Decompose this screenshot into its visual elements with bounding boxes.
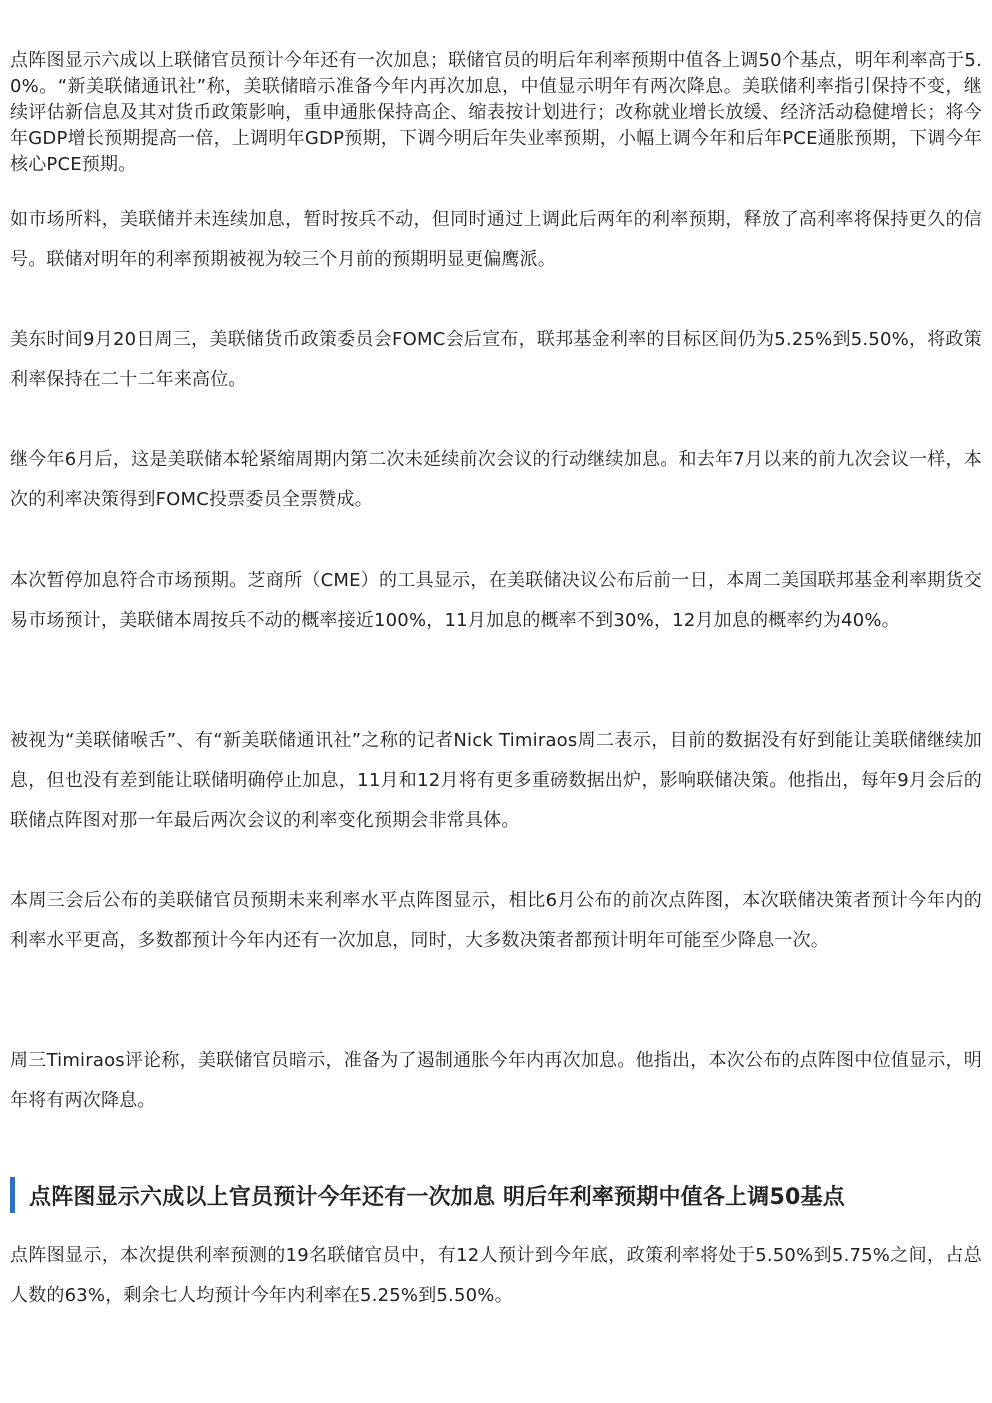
section-heading: [10, 1177, 982, 1213]
body-paragraph: 如市场所料，美联储并未连续加息，暂时按兵不动，但同时通过上调此后两年的利率预期，释放了高利率将保持更久的信号。联储对明年的利率预期被视为较三个月前的预期明显更偏鹰派。: [10, 209, 982, 270]
section-heading-text: 点阵图显示六成以上官员预计今年还有一次加息 明后年利率预期中值各上调50基点: [29, 1184, 845, 1210]
body-paragraph: 继今年6月后，这是美联储本轮紧缩周期内第二次未延续前次会议的行动继续加息。和去年7月以来的前九次会议一样，本次的利率决策得到FOMC投票委员全票赞成。: [10, 449, 982, 510]
body-paragraph: 美东时间9月20日周三，美联储货币政策委员会FOMC会后宣布，联邦基金利率的目标区间仍为5.25%到5.50%，将政策利率保持在二十二年来高位。: [10, 329, 982, 390]
heading-accent-bar: [10, 1177, 15, 1213]
body-paragraph: 被视为“美联储喉舌”、有“新美联储通讯社”之称的记者Nick Timiraos周二表示，目前的数据没有好到能让美联储继续加息，但也没有差到能让联储明确停止加息，11月和12月将有更多重磅数据出炉，影响联储决策。他指出，每年9月会后的联储点阵图对那一年最后两次会议的利率变化预期会非常具体。: [10, 730, 982, 831]
body-paragraph: 周三Timiraos评论称，美联储官员暗示，准备为了遏制通胀今年内再次加息。他指出，本次公布的点阵图中位值显示，明年将有两次降息。: [10, 1050, 982, 1111]
body-paragraph: 本次暂停加息符合市场预期。芝商所（CME）的工具显示，在美联储决议公布后前一日，本周二美国联邦基金利率期货交易市场预计，美联储本周按兵不动的概率接近100%，11月加息的概率不到30%，12月加息的概率约为40%。: [10, 570, 982, 631]
section-paragraph: 点阵图显示，本次提供利率预测的19名联储官员中，有12人预计到今年底，政策利率将处于5.50%到5.75%之间，占总人数的63%，剩余七人均预计今年内利率在5.25%到5.50%。: [10, 1245, 982, 1306]
body-paragraph: 本周三会后公布的美联储官员预期未来利率水平点阵图显示，相比6月公布的前次点阵图，本次联储决策者预计今年内的利率水平更高，多数都预计今年内还有一次加息，同时，大多数决策者都预计明年可能至少降息一次。: [10, 890, 982, 951]
summary-paragraph: 点阵图显示六成以上联储官员预计今年还有一次加息；联储官员的明后年利率预期中值各上调50个基点，明年利率高于5.0%。“新美联储通讯社”称，美联储暗示准备今年内再次加息，中值显示明年有两次降息。美联储利率指引保持不变，继续评估新信息及其对货币政策影响，重申通胀保持高企、缩表按计划进行；改称就业增长放缓、经济活动稳健增长；将今年GDP增长预期提高一倍，上调明年GDP预期，下调今明后年失业率预期，小幅上调今年和后年PCE通胀预期，下调今年核心PCE预期。: [10, 50, 982, 175]
